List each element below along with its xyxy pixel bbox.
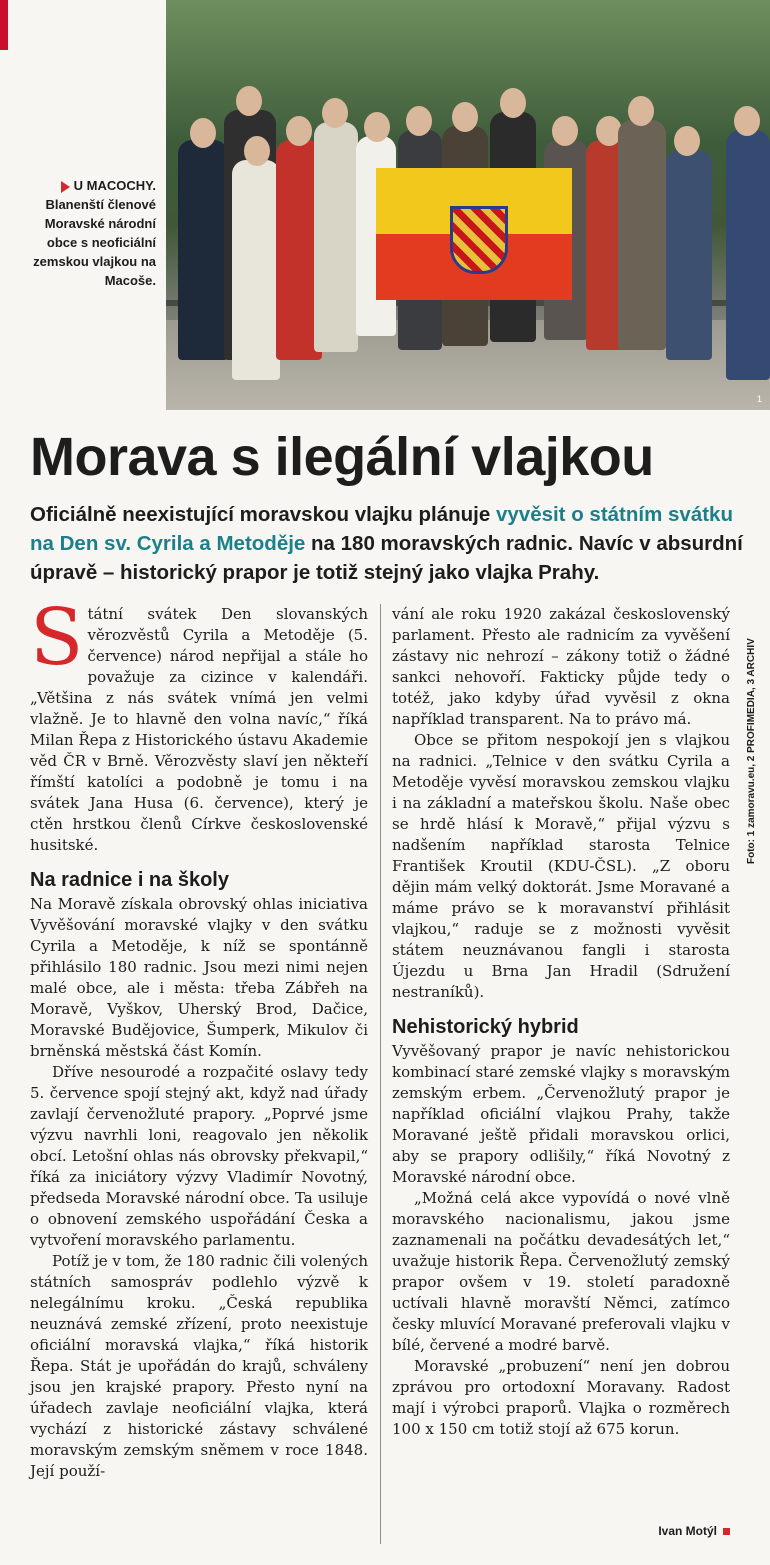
corner-accent-bar: [0, 0, 8, 50]
photo-person-head: [452, 102, 478, 132]
paragraph: Moravské „probuzení“ není jen dobrou zprávou pro ortodoxní Moravany. Radost mají i výrobci praporů. Vlajka o rozměrech 100 x 150 cm totiž stojí až 675 korun.: [392, 1357, 730, 1438]
photo-person: [232, 160, 280, 380]
end-mark-icon: [723, 1528, 730, 1535]
article-headline: Morava s ilegální vlajkou: [30, 427, 654, 487]
photo-person: [314, 122, 358, 352]
photo-person-head: [674, 126, 700, 156]
paragraph: Potíž je v tom, že 180 radnic čili volených státních samospráv podlehlo výzvě k nelegálnímu kroku. „Česká republika neuznává zemské zřízení, proto neexistuje oficiální moravská vlajka,“ říká historik Řepa. Stát je upořádán do krajů, schváleny jsou jen krajské prapory. Přesto nyní na úřadech zavlaje neoficiální vlajka, která vychází z historické zástavy schválené moravským zemským sněmem v roce 1848. Její použí-: [30, 1252, 368, 1480]
paragraph: Na Moravě získala obrovský ohlas iniciativa Vyvěšování moravské vlajky v den svátku Cyrila a Metoděje, k níž se spontánně přihlásilo 180 radnic. Jsou mezi nimi nejen malé obce, ale i města: třeba Zábřeh na Moravě, Vyškov, Uherský Brod, Dačice, Moravské Budějovice, Šumperk, Mikulov či brněnská městská část Komín.: [30, 895, 368, 1060]
paragraph: Vyvěšovaný prapor je navíc nehistorickou kombinací staré zemské vlajky s moravským zemským erbem. „Červenožlutý prapor je například oficiální vlajkou Prahy, takže Moravané ještě přidali moravskou orlici, aby se prapory odlišily,“ říká Novotný z Moravské národní obce.: [392, 1042, 730, 1186]
photo-caption: [20, 176, 156, 290]
paragraph: vání ale roku 1920 zakázal československý parlament. Přesto ale radnicím za vyvěšení zástavy nic nehrozí – zákony totiž o žádné sankci nehovoří. Fakticky půjde tedy o totéž, jako kdyby úřad vyvěsil z okna například transparent. Na to právo má.: [392, 605, 730, 728]
paragraph: „Možná celá akce vypovídá o nové vlně moravského nacionalismu, jakou jsme zaznamenali na počátku devadesátých let,“ uvažuje historik Řepa. Červenožlutý zemský prapor ovšem v 19. století paradoxně uctívali hlavně moravští Němci, zatímco česky mluvící Moravané preferovali vlajku v bílé, červené a modré barvě.: [392, 1189, 730, 1354]
paragraph: Dříve nesourodé a rozpačité oslavy tedy 5. července spojí stejný akt, když nad úřady zavlají červenožluté prapory. „Poprvé jsme výzvu navrhli loni, reagovalo jen několik obcí. Letošní ohlas nás obrovsky překvapil,“ říká za iniciátory výzvy Vladimír Novotný, předseda Moravské národní obce. Ta usiluje o obnovení zemského uspořádání Česka a vytvoření moravského parlamentu.: [30, 1063, 368, 1249]
photo-person-head: [286, 116, 312, 146]
photo-person-head: [628, 96, 654, 126]
moravian-eagle-crest-icon: [450, 206, 508, 274]
photo-credit: Foto: 1 zamoravu.eu, 2 PROFIMEDIA, 3 ARCHIV: [746, 638, 757, 864]
caption-lead: U MACOCHY.: [73, 178, 156, 193]
drop-cap: S: [30, 593, 84, 683]
photo-person-head: [734, 106, 760, 136]
author-byline: [658, 1524, 730, 1538]
intro-part-1: Oficiálně neexistující moravskou vlajku plánuje: [30, 503, 496, 526]
column-divider: [380, 604, 381, 1544]
paragraph-text: tátní svátek Den slovanských věrozvěstů Cyrila a Metoděje (5. července) národ nepřijal a stále ho považuje za cizince v kalendáři. „Většina z nás svátek vnímá jen velmi vlažně. Je to hlavně den volna navíc,“ říká Milan Řepa z Historického ústavu Akademie věd ČR v Brně. Věrozvěsty slaví jen někteří římští katolíci a podobně je tomu i na svátek Jana Husa (6. července), který je ctěn hrstkou členů Církve československé husitské.: [30, 605, 368, 854]
photo-person: [666, 150, 712, 360]
moravian-flag: [376, 168, 572, 300]
intro-highlight: vyvěsit o státním svátku na Den sv. Cyrila a Metoděje: [30, 503, 733, 555]
photo-person-head: [190, 118, 216, 148]
caption-arrow-icon: [61, 181, 70, 193]
paragraph: [30, 593, 368, 856]
photo-person-head: [364, 112, 390, 142]
caption-text: Blanenští členové Moravské národní obce s neoficiální zemskou vlajkou na Macoše.: [33, 197, 156, 288]
photo-person: [178, 140, 228, 360]
photo-number: 1: [756, 394, 762, 404]
photo-person-head: [244, 136, 270, 166]
photo-person-head: [552, 116, 578, 146]
photo-person: [726, 130, 770, 380]
group-photo: [166, 0, 770, 410]
article-intro: [30, 500, 750, 587]
photo-person-head: [500, 88, 526, 118]
subheading-2: Nehistorický hybrid: [392, 1016, 579, 1038]
subheading-1: Na radnice i na školy: [30, 869, 229, 891]
paragraph: Obce se přitom nespokojí jen s vlajkou na radnici. „Telnice v den svátku Cyrila a Metoděje vyvěsí moravskou zemskou vlajku i na základní a mateřskou školu. Naše obec se hrdě hlásí k Moravě,“ přijal výzvu s nadšením například starosta Telnice František Kroutil (KDU-ČSL). „Z oboru dějin mám velký doktorát. Jsme Moravané a máme právo se k moravanství přihlásit vlajkou,“ raduje se z možnosti vyvěsit státem neuznávanou fangli i starosta Újezdu u Brna Jan Hradil (Sdružení nestraníků).: [392, 731, 730, 1001]
photo-person-head: [236, 86, 262, 116]
intro-part-2: na 180 moravských radnic. Navíc v absurdní úpravě – historický prapor je totiž stejný jako vlajka Prahy.: [30, 532, 743, 584]
photo-person-head: [406, 106, 432, 136]
photo-person-head: [322, 98, 348, 128]
author-name: Ivan Motýl: [658, 1524, 717, 1538]
photo-person: [618, 120, 666, 350]
article-column-2: [392, 604, 730, 1440]
article-column-1: [30, 593, 368, 1482]
